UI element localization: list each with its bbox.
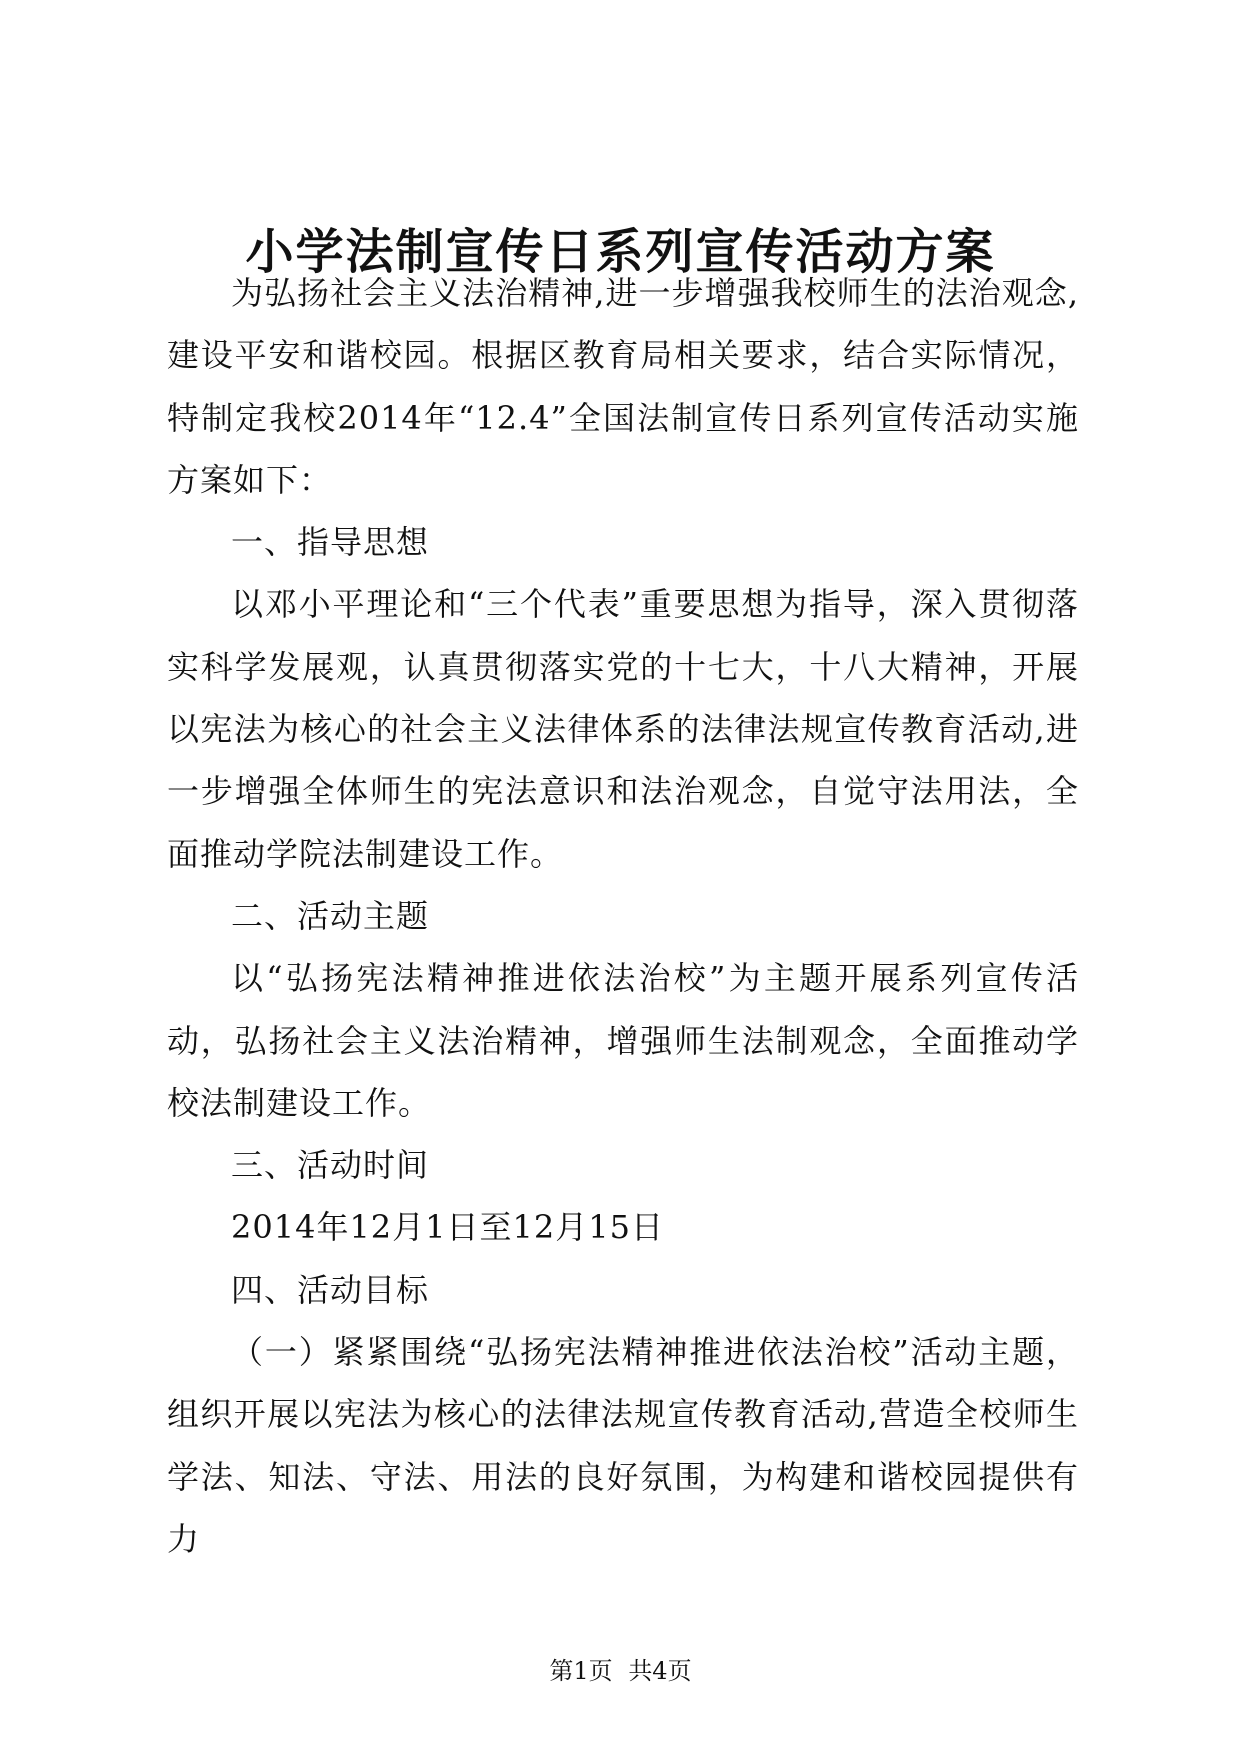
page-footer	[0, 1656, 1241, 1686]
intro-paragraph: 为弘扬社会主义法治精神,进一步增强我校师生的法治观念,建设平安和谐校园。根据区教育局相关要求，结合实际情况，特制定我校2014年“12.4”全国法制宣传日系列宣传活动实施方案如下：	[167, 274, 1079, 499]
page-total: 共4页	[628, 1657, 692, 1685]
document-body	[167, 262, 1079, 1570]
document-title: 小学法制宣传日系列宣传活动方案	[245, 224, 996, 280]
activity-theme-paragraph: 以“弘扬宪法精神推进依法治校”为主题开展系列宣传活动，弘扬社会主义法治精神，增强师生法制观念，全面推动学校法制建设工作。	[167, 959, 1079, 1122]
guiding-ideology-paragraph: 以邓小平理论和“三个代表”重要思想为指导，深入贯彻落实科学发展观，认真贯彻落实党的十七大，十八大精神，开展以宪法为核心的社会主义法律体系的法律法规宣传教育活动,进一步增强全体师生的宪法意识和法治观念，自觉守法用法，全面推动学院法制建设工作。	[167, 585, 1079, 873]
page-number: 第1页	[549, 1657, 613, 1685]
activity-goals-paragraph: （一）紧紧围绕“弘扬宪法精神推进依法治校”活动主题，组织开展以宪法为核心的法律法规宣传教育活动,营造全校师生学法、知法、守法、用法的良好氛围，为构建和谐校园提供有力	[167, 1333, 1079, 1558]
activity-time-paragraph: 2014年12月1日至12月15日	[231, 1208, 664, 1247]
section-heading-activity-time: 三、活动时间	[231, 1146, 430, 1185]
section-heading-activity-theme: 二、活动主题	[231, 896, 430, 935]
section-heading-guiding-ideology: 一、指导思想	[231, 523, 430, 562]
section-heading-activity-goals: 四、活动目标	[231, 1270, 430, 1309]
